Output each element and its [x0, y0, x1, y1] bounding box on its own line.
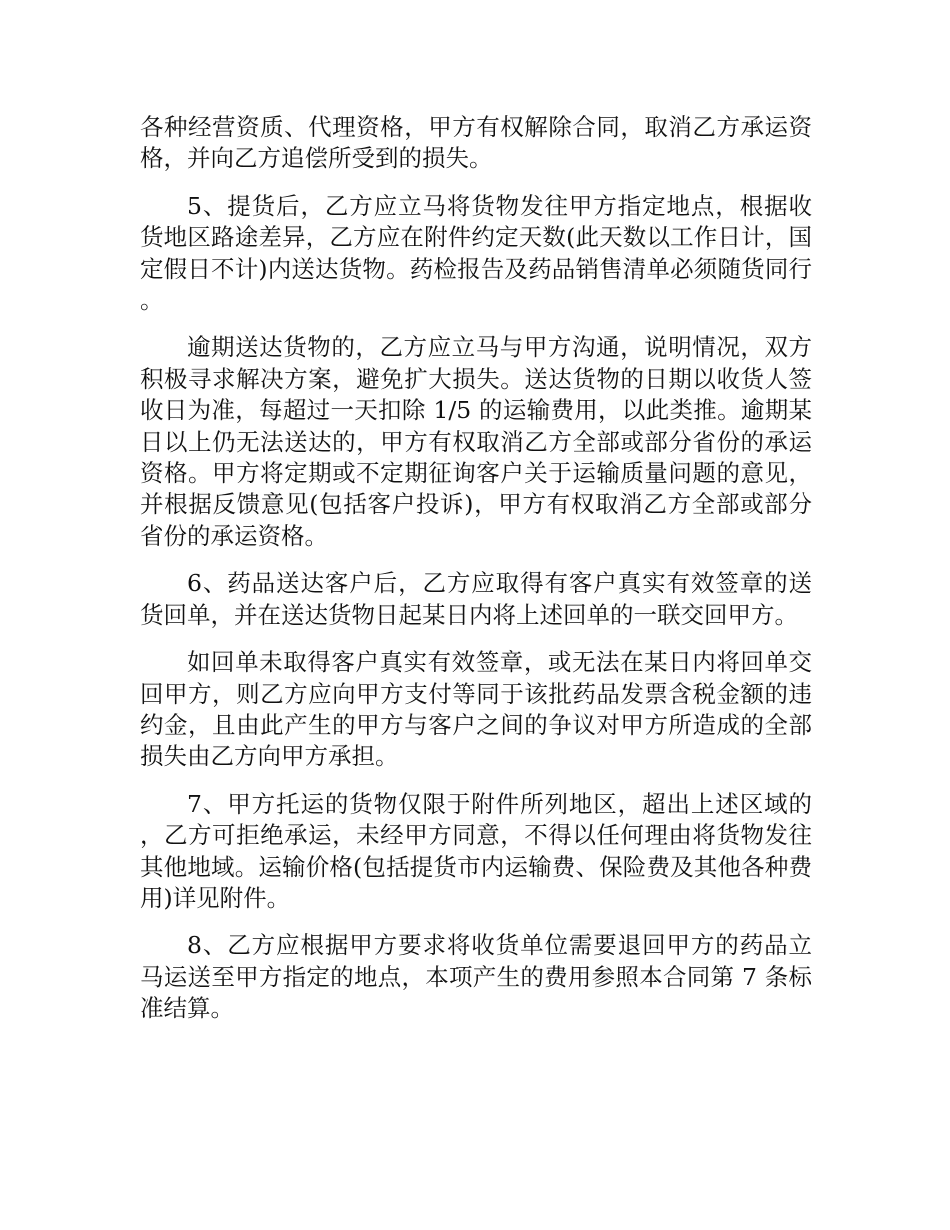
paragraph-clause-5: 5、提货后，乙方应立马将货物发往甲方指定地点，根据收货地区路途差异，乙方应在附件约定天数(此天数以工作日计，国定假日不计)内送达货物。药检报告及药品销售清单必须随货同行。 — [140, 191, 812, 315]
paragraph-receipt-penalty: 如回单未取得客户真实有效签章，或无法在某日内将回单交回甲方，则乙方应向甲方支付等同于该批药品发票含税金额的违约金，且由此产生的甲方与客户之间的争议对甲方所造成的全部损失由乙方向甲方承担。 — [140, 648, 812, 771]
paragraph-overdue-delivery: 逾期送达货物的，乙方应立马与甲方沟通，说明情况，双方积极寻求解决方案，避免扩大损失。送达货物的日期以收货人签收日为准，每超过一天扣除 1/5 的运输费用，以此类推。逾期某日以上仍无法送达的，甲方有权取消乙方全部或部分省份的承运资格。甲方将定期或不定期征询客户关于运输质量问题的意见，并根据反馈意见(包括客户投诉)，甲方有权取消乙方全部或部分省份的承运资格。 — [140, 333, 812, 550]
paragraph-continuation: 各种经营资质、代理资格，甲方有权解除合同，取消乙方承运资格，并向乙方追偿所受到的损失。 — [140, 113, 812, 173]
document-body — [140, 112, 812, 1041]
paragraph-clause-8: 8、乙方应根据甲方要求将收货单位需要退回甲方的药品立马运送至甲方指定的地点，本项产生的费用参照本合同第 7 条标准结算。 — [140, 931, 812, 1023]
paragraph-clause-7: 7、甲方托运的货物仅限于附件所列地区，超出上述区域的，乙方可拒绝承运，未经甲方同意，不得以任何理由将货物发往其他地域。运输价格(包括提货市内运输费、保险费及其他各种费用)详见附件。 — [140, 789, 812, 912]
paragraph-clause-6: 6、药品送达客户后，乙方应取得有客户真实有效签章的送货回单，并在送达货物日起某日内将上述回单的一联交回甲方。 — [140, 569, 812, 629]
